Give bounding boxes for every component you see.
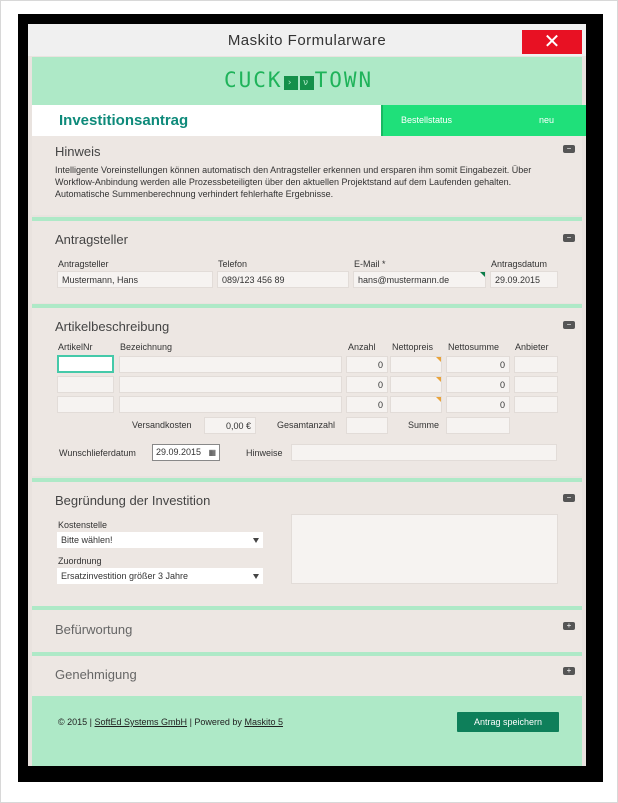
chevron-down-icon <box>253 538 259 543</box>
expand-icon[interactable]: + <box>563 667 575 675</box>
applicant-field[interactable]: Mustermann, Hans <box>57 271 213 288</box>
col-header-vendor: Anbieter <box>515 342 549 352</box>
article-nr-input[interactable] <box>57 355 114 373</box>
cost-center-label: Kostenstelle <box>58 520 108 530</box>
col-header-desc: Bezeichnung <box>120 342 173 352</box>
label-request-date: Antragsdatum <box>491 259 548 269</box>
form-header <box>32 105 582 136</box>
copyright: © 2015 | <box>58 717 92 727</box>
delivery-date-value: 29.09.2015 <box>156 447 202 457</box>
sum-field <box>446 417 510 434</box>
article-nr-input[interactable] <box>57 376 114 393</box>
article-net-input[interactable] <box>390 396 442 413</box>
col-header-net: Nettopreis <box>392 342 434 352</box>
section-title-genehmigung: Genehmigung <box>55 667 137 682</box>
total-count-field <box>346 417 388 434</box>
article-nr-input[interactable] <box>57 396 114 413</box>
expand-icon[interactable]: + <box>563 622 575 630</box>
status-box <box>381 105 586 136</box>
product-link[interactable]: Maskito 5 <box>244 717 283 727</box>
total-count-label: Gesamtanzahl <box>277 420 336 430</box>
justification-textarea[interactable] <box>291 514 558 584</box>
powered-by: | Powered by <box>189 717 242 727</box>
status-label: Bestellstatus <box>401 115 453 125</box>
assignment-label: Zuordnung <box>58 556 102 566</box>
shipping-input[interactable]: 0,00 € <box>204 417 256 434</box>
section-title-hinweis: Hinweis <box>55 144 101 159</box>
logo-cube-icon: › <box>284 76 298 90</box>
article-vendor-input[interactable] <box>514 356 558 373</box>
article-qty-input[interactable]: 0 <box>346 356 388 373</box>
footer-text <box>58 717 283 727</box>
logo-band <box>32 57 582 105</box>
section-title-antragsteller: Antragsteller <box>55 232 128 247</box>
status-value: neu <box>539 115 555 125</box>
delivery-date-input[interactable] <box>152 444 220 461</box>
section-title-artikel: Artikelbeschreibung <box>55 319 170 334</box>
page-title: Investitionsantrag <box>59 112 189 129</box>
article-desc-input[interactable] <box>119 376 342 393</box>
notes-label: Hinweise <box>246 448 283 458</box>
logo-text-right: TOWN <box>314 68 374 92</box>
email-field[interactable]: hans@mustermann.de <box>353 271 486 288</box>
shipping-label: Versandkosten <box>132 420 192 430</box>
calendar-icon[interactable]: ▦ <box>208 448 216 457</box>
col-header-nr: ArtikelNr <box>58 342 93 352</box>
article-vendor-input[interactable] <box>514 396 558 413</box>
col-header-qty: Anzahl <box>348 342 376 352</box>
article-vendor-input[interactable] <box>514 376 558 393</box>
footer <box>32 696 582 766</box>
label-applicant: Antragsteller <box>58 259 109 269</box>
collapse-icon[interactable]: − <box>563 494 575 502</box>
section-title-befuerwortung: Befürwortung <box>55 622 133 637</box>
cost-center-select[interactable] <box>57 532 263 548</box>
assignment-select[interactable] <box>57 568 263 584</box>
col-header-netsum: Nettosumme <box>448 342 500 352</box>
article-netsum-field: 0 <box>446 376 510 393</box>
article-desc-input[interactable] <box>119 356 342 373</box>
chevron-down-icon <box>253 574 259 579</box>
section-title-begruendung: Begründung der Investition <box>55 493 211 508</box>
window-title: Maskito Formularware <box>227 32 387 49</box>
article-desc-input[interactable] <box>119 396 342 413</box>
logo-cube-icon: ν <box>300 76 314 90</box>
logo-text-left: CUCK <box>224 68 283 92</box>
collapse-icon[interactable]: − <box>563 321 575 329</box>
article-netsum-field: 0 <box>446 356 510 373</box>
close-button[interactable] <box>522 30 582 54</box>
article-net-input[interactable] <box>390 356 442 373</box>
hint-text: Intelligente Voreinstellungen können automatisch den Antragsteller erkennen und ersparen ihm somit Eingabezeit. Über Workflow-Anbindung werden alle Prozessbeteiligten über den aktuellen Projektstand auf dem Laufenden gehalten. Automatische Summenberechnung verhindert fehlerhafte Ergebnisse. <box>55 165 532 199</box>
article-netsum-field: 0 <box>446 396 510 413</box>
assignment-value: Ersatzinvestition größer 3 Jahre <box>61 571 189 581</box>
article-qty-input[interactable]: 0 <box>346 376 388 393</box>
close-icon: ✕ <box>543 31 561 53</box>
label-phone: Telefon <box>218 259 248 269</box>
notes-input[interactable] <box>291 444 557 461</box>
request-date-field[interactable]: 29.09.2015 <box>490 271 558 288</box>
delivery-date-label: Wunschlieferdatum <box>59 448 136 458</box>
company-logo <box>224 68 373 92</box>
label-email: E-Mail * <box>354 259 386 269</box>
article-qty-input[interactable]: 0 <box>346 396 388 413</box>
phone-field[interactable]: 089/123 456 89 <box>217 271 349 288</box>
sum-label: Summe <box>408 420 440 430</box>
article-net-input[interactable] <box>390 376 442 393</box>
collapse-icon[interactable]: − <box>563 145 575 153</box>
save-request-button[interactable]: Antrag speichern <box>457 712 559 732</box>
app-window <box>28 24 586 766</box>
collapse-icon[interactable]: − <box>563 234 575 242</box>
title-bar[interactable] <box>28 24 586 56</box>
company-link[interactable]: SoftEd Systems GmbH <box>94 717 188 727</box>
cost-center-value: Bitte wählen! <box>61 535 113 545</box>
